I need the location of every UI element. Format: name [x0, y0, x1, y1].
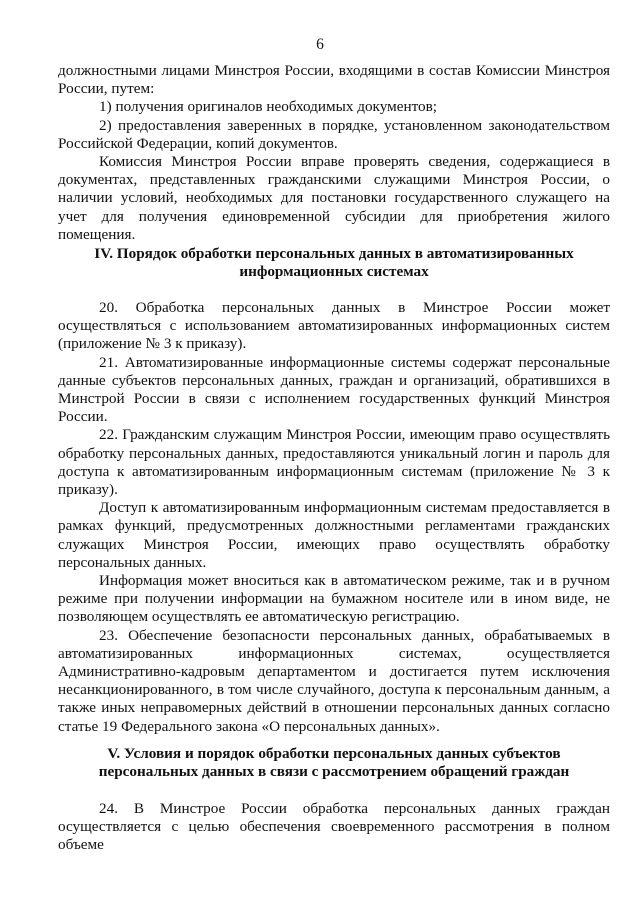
- section-5-body: [58, 800, 610, 855]
- section-5-heading-line-1: V. Условия и порядок обработки персональных данных субъектов: [107, 745, 561, 762]
- list-item-2: 2) предоставления заверенных в порядке, установленном законодательством Российской Федерации, копий документов.: [58, 116, 610, 152]
- commission-paragraph: Комиссия Минстроя России вправе проверять сведения, содержащиеся в документах, представленных гражданскими служащими Минстроя России, о наличии условий, необходимых для постановки государственного служащего на учет для получения единовременной субсидии для приобретения жилого помещения.: [58, 153, 610, 243]
- section-5-heading: [58, 745, 610, 781]
- paragraph-22: 22. Гражданским служащим Минстроя России, имеющим право осуществлять обработку персональных данных, предоставляются уникальный логин и пароль для доступа к автоматизированным информационным системам (приложение № 3 к приказу).: [58, 426, 610, 499]
- intro-paragraph: должностными лицами Минстроя России, входящими в состав Комиссии Минстроя России, путем:: [58, 62, 610, 98]
- paragraph-23: 23. Обеспечение безопасности персональных данных, обрабатываемых в автоматизированных информационных системах, осуществляется Административно-кадровым департаментом и достигается путем исключения несанкционированного, в том числе случайного, доступа к персональным данным, а также иных неправомерных действий в отношении персональных данных согласно статье 19 Федерального закона «О персональных данных».: [58, 626, 610, 735]
- section-4-heading: [58, 245, 610, 281]
- section-5-heading-line-2: персональных данных в связи с рассмотрением обращений граждан: [98, 763, 570, 780]
- section-4-heading-line-1: IV. Порядок обработки персональных данных в автоматизированных: [94, 245, 574, 262]
- section-4-body: [58, 299, 610, 736]
- paragraph-20: 20. Обработка персональных данных в Минстрое России может осуществляться с использованием автоматизированных информационных систем (приложение № 3 к приказу).: [58, 299, 610, 353]
- paragraph-21: 21. Автоматизированные информационные системы содержат персональные данные субъектов персональных данных, граждан и организаций, обратившихся в Минстрой России в связи с исполнением государственных функций Минстроя России.: [58, 353, 610, 426]
- paragraph-22-access: Доступ к автоматизированным информационным системам предоставляется в рамках функций, предусмотренных должностными регламентами гражданских служащих Минстроя России, имеющих право осуществлять обработку персональных данных.: [58, 499, 610, 571]
- paragraph-22-information: Информация может вноситься как в автоматическом режиме, так и в ручном режиме при получении информации на бумажном носителе или в ином виде, не позволяющем осуществлять ее автоматическую регистрацию.: [58, 572, 610, 626]
- section-4-heading-line-2: информационных системах: [239, 263, 429, 280]
- list-item-1: 1) получения оригиналов необходимых документов;: [99, 98, 437, 116]
- intro-block: [58, 62, 610, 244]
- paragraph-24: 24. В Минстрое России обработка персональных данных граждан осуществляется с целью обеспечения своевременного рассмотрения в полном объеме: [58, 800, 610, 854]
- page-number: 6: [316, 36, 324, 53]
